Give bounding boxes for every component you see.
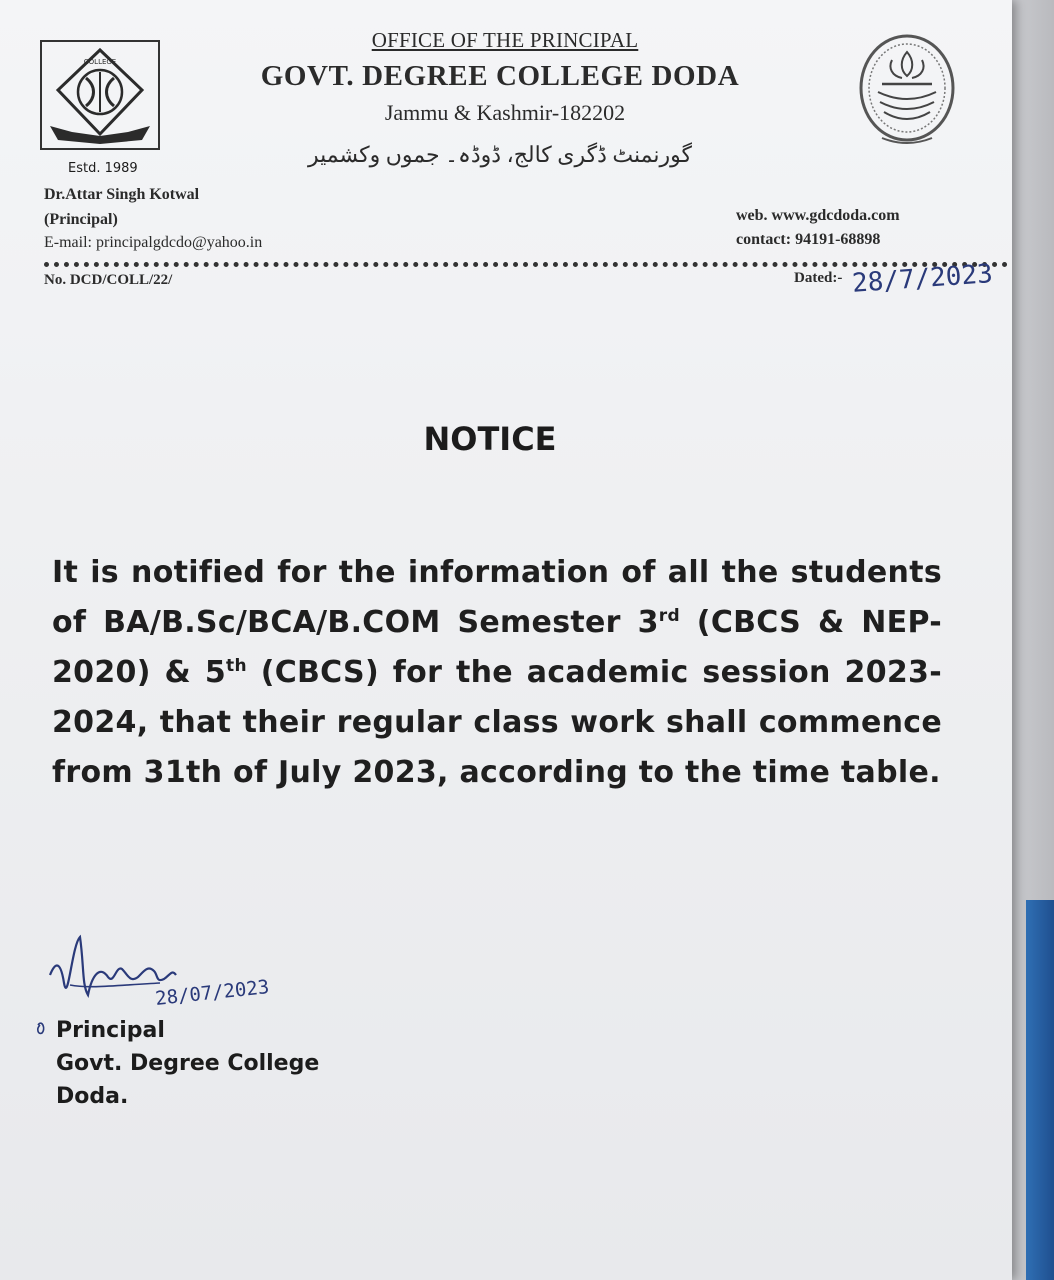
college-name: GOVT. DEGREE COLLEGE DODA xyxy=(260,60,740,92)
signatory-place: Doda. xyxy=(56,1084,129,1109)
principal-name: Dr.Attar Singh Kotwal xyxy=(44,186,200,203)
notice-title: NOTICE xyxy=(423,420,557,458)
notice-body-part-3: (CBCS) for the academic session 2023-2024, that their regular class work shall commence from 31th of July 2023, according to the time table. xyxy=(52,655,942,790)
superscript-th: th xyxy=(226,656,247,676)
college-address: Jammu & Kashmir-182202 xyxy=(384,100,626,125)
signature-date: 28/07/2023 xyxy=(154,976,271,1010)
state-emblem xyxy=(852,30,962,150)
dotted-divider xyxy=(44,262,1008,267)
dated-label: Dated:- xyxy=(794,270,843,286)
established-year: Estd. 1989 xyxy=(68,161,138,176)
signatory-title: Principal xyxy=(56,1018,165,1043)
svg-text:COLLEGE: COLLEGE xyxy=(83,58,117,66)
website: web. www.gdcdoda.com xyxy=(736,207,900,224)
notice-body-part-2: (CBCS & NEP-2020) & 5 xyxy=(52,605,942,690)
reference-number: No. DCD/COLL/22/ xyxy=(44,272,173,288)
notice-body-part-1: It is notified for the information of all the students of BA/B.Sc/BCA/B.COM Semester 3 xyxy=(52,555,942,640)
college-name-urdu: گورنمنٹ ڈگری کالج، ڈوڈہ۔ جموں وکشمیر xyxy=(308,142,692,167)
email-address: E-mail: principalgdcdo@yahoo.in xyxy=(44,234,263,251)
signatory-college: Govt. Degree College xyxy=(56,1051,320,1076)
notice-body xyxy=(52,548,942,798)
handwritten-date: 28/7/2023 xyxy=(851,259,994,299)
office-heading: OFFICE OF THE PRINCIPAL xyxy=(371,28,639,52)
blue-folder-edge xyxy=(1026,900,1054,1280)
superscript-rd: rd xyxy=(658,606,680,626)
principal-title: (Principal) xyxy=(44,211,118,228)
college-logo xyxy=(40,40,160,150)
contact-number: contact: 94191-68898 xyxy=(736,231,881,248)
